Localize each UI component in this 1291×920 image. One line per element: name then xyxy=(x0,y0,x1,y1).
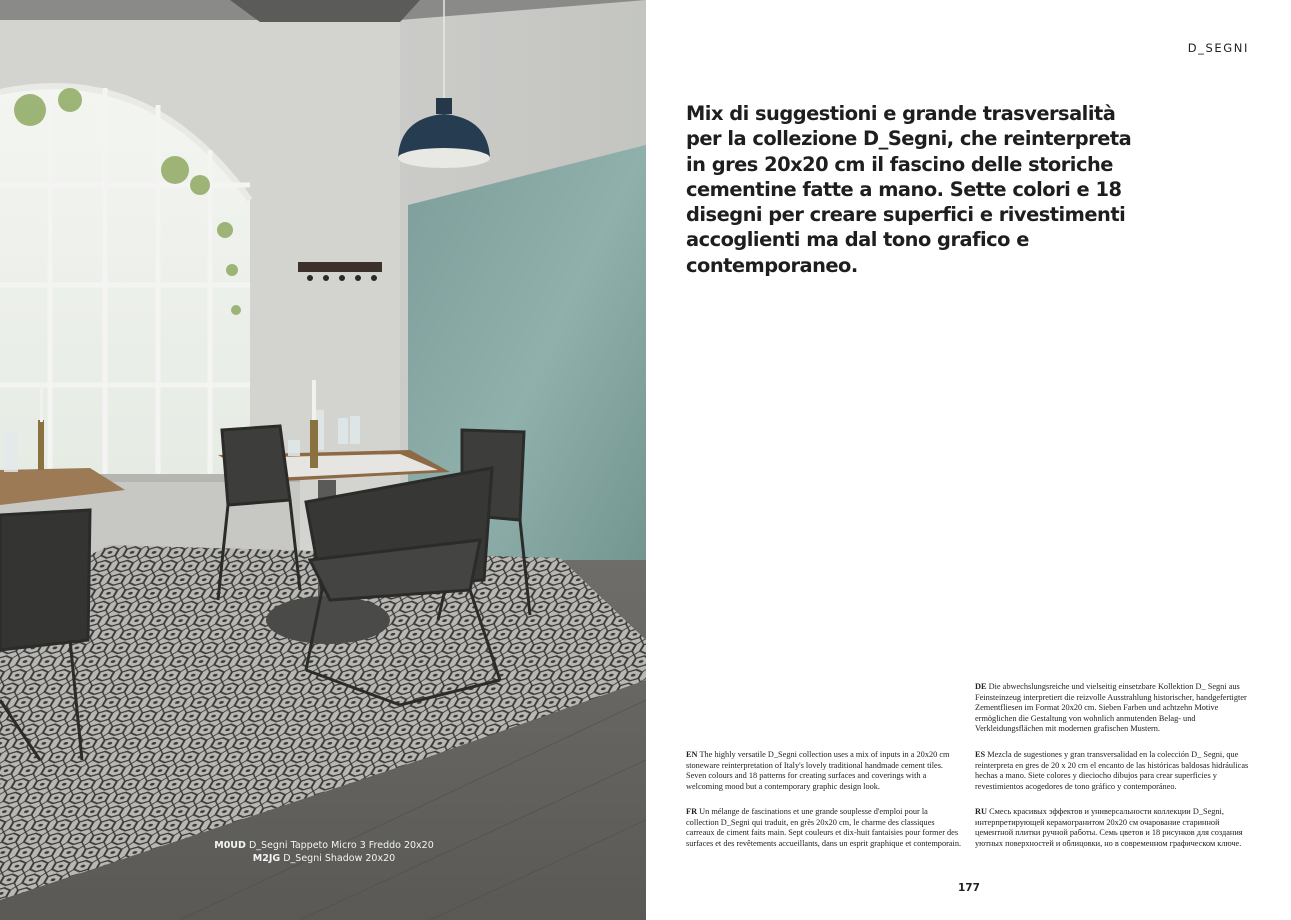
lang-code-en: EN xyxy=(686,750,698,759)
paragraph-es-text: Mezcla de sugestiones y gran transversalidad en la colección D_ Segni, que reinterpreta en gres de 20 x 20 cm el encanto de las históricas baldosas hidráulicas hechas a mano. Siete colores y dieciocho dibujos para crear superficies y revestimientos acogedores de tono gráfico y contemporáneo. xyxy=(975,750,1249,791)
caption-code-2: M2JG xyxy=(252,852,281,864)
paragraph-es xyxy=(975,750,1249,792)
paragraph-de-text: Die abwechslungsreiche und vielseitig einsetzbare Kollektion D_ Segni aus Feinsteinzeug interpretiert die reizvolle Ausstrahlung historischer, handgefertigter Zementfliesen im Format 20x20 cm. Sieben Farben und achtzehn Motive ermöglichen die Gestaltung von wohnlich anmutenden Belag- und Verkleidungsflächen mit modernen grafischen Mustern. xyxy=(975,682,1247,734)
caption-line-2 xyxy=(210,853,438,866)
lang-code-fr: FR xyxy=(686,807,698,816)
paragraph-en-text: The highly versatile D_Segni collection uses a mix of inputs in a 20x20 cm stoneware reinterpretation of Italy's lovely traditional handmade cement tiles. Seven colours and 18 patterns for creating surfaces and coverings with a welcoming mood but a contemporary graphic design look. xyxy=(686,750,950,791)
caption-text-1: D_Segni Tappeto Micro 3 Freddo 20x20 xyxy=(248,840,434,851)
caption-line-1 xyxy=(210,840,438,853)
lang-code-es: ES xyxy=(975,750,986,759)
paragraph-de xyxy=(975,682,1249,735)
lang-code-ru: RU xyxy=(975,807,987,816)
caption-text-2: D_Segni Shadow 20x20 xyxy=(283,852,396,864)
lang-code-de: DE xyxy=(975,682,987,691)
photo-caption xyxy=(210,840,438,865)
paragraph-fr xyxy=(686,807,962,849)
paragraph-fr-text: Un mélange de fascinations et une grande souplesse d'emploi pour la collection D_Segni qui traduit, en grès 20x20 cm, le charme des classiques carreaux de ciment faits main. Sept couleurs et dix-huit fantaisies pour former des surfaces et des revêtements accueillants, dans un esprit graphique et contemporain. xyxy=(686,807,962,848)
collection-brand: D_SEGNI xyxy=(1187,41,1249,55)
page-number: 177 xyxy=(958,882,980,894)
page-headline: Mix di suggestioni e grande trasversalità per la collezione D_Segni, che reinterpreta in gres 20x20 cm il fascino delle storiche cementine fatte a mano. Sette colori e 18 disegni per creare superfici e rivestimenti accoglienti ma dal tono grafico e contemporaneo. xyxy=(686,102,1132,277)
paragraph-ru xyxy=(975,807,1249,849)
paragraph-en xyxy=(686,750,962,792)
caption-code-1: M0UD xyxy=(214,840,246,851)
paragraph-ru-text: Смесь красивых эффектов и универсальности коллекции D_Segni, интерпретирующей керамогранитом 20x20 см очарование старинной цементной плитки ручной работы. Семь цветов и 18 рисунков для создания уютных поверхностей и облицовки, но в современном графическом ключе. xyxy=(975,807,1243,848)
